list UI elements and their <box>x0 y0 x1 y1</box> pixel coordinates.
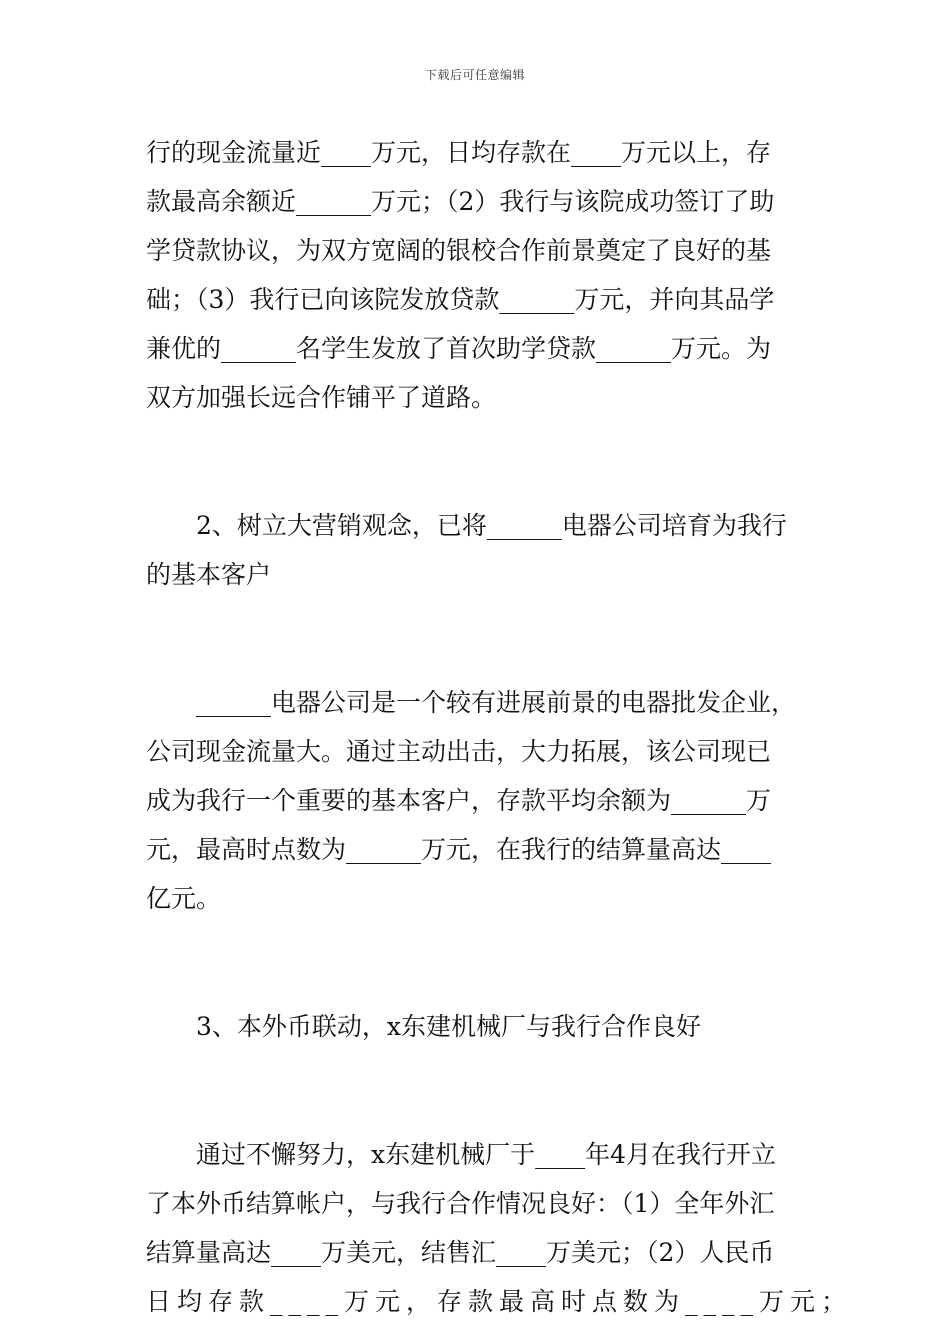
paragraph-3 <box>146 1130 853 1326</box>
paragraph-spacer <box>146 599 806 678</box>
text-line: 通过不懈努力，x东建机械厂于____年4月在我行开立 <box>196 1140 777 1169</box>
text-line: 学贷款协议，为双方宽阔的银校合作前景奠定了良好的基 <box>146 236 772 265</box>
paragraph-spacer <box>146 1051 806 1130</box>
section-heading-3 <box>146 1002 806 1051</box>
text-line: 的基本客户 <box>146 560 272 589</box>
text-line: 双方加强长远合作铺平了道路。 <box>146 383 497 412</box>
text-line: 兼优的______名学生发放了首次助学贷款______万元。为 <box>146 334 772 363</box>
text-line: 日均存款____万元，存款最高时点数为____万元； <box>146 1287 853 1316</box>
text-line: 础；（3）我行已向该院发放贷款______万元，并向其品学 <box>146 285 775 314</box>
text-line: 元，最高时点数为______万元，在我行的结算量高达____ <box>146 835 772 864</box>
text-line: 结算量高达____万美元，结售汇____万美元；（2）人民币 <box>146 1238 775 1267</box>
paragraph-spacer <box>146 422 806 501</box>
text-line: 亿元。 <box>146 884 222 913</box>
text-line: 2、树立大营销观念，已将______电器公司培育为我行 <box>196 511 787 540</box>
text-line: 了本外币结算帐户，与我行合作情况良好：（1）全年外汇 <box>146 1189 775 1218</box>
text-line: 公司现金流量大。通过主动出击，大力拓展，该公司现已 <box>146 737 772 766</box>
page-header: 下载后可任意编辑 <box>424 68 525 82</box>
text-line: 成为我行一个重要的基本客户，存款平均余额为______万 <box>146 786 772 815</box>
paragraph-2 <box>146 678 806 923</box>
text-line: 行的现金流量近____万元，日均存款在____万元以上，存 <box>146 138 772 167</box>
text-line: 3、本外币联动，x东建机械厂与我行合作良好 <box>196 1012 702 1041</box>
text-line: 款最高余额近______万元；（2）我行与该院成功签订了助 <box>146 187 775 216</box>
section-heading-2 <box>146 501 806 599</box>
paragraph-1 <box>146 128 806 422</box>
text-line: ______电器公司是一个较有进展前景的电器批发企业， <box>196 688 797 717</box>
document-body <box>146 128 853 1326</box>
paragraph-spacer <box>146 923 806 1002</box>
